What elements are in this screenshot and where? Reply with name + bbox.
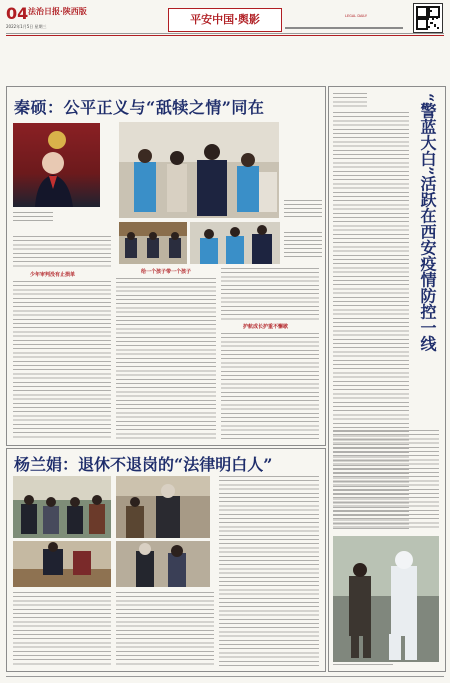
- photo-caption: [333, 664, 393, 668]
- page-number: 04: [6, 4, 29, 23]
- body-text-block: [333, 430, 439, 530]
- body-text-block: [221, 268, 319, 320]
- visit-scene: [116, 541, 210, 587]
- legal-daily-label: LEGAL DAILY: [345, 14, 368, 18]
- paper-name: 法治日报·陕西版: [28, 6, 87, 16]
- interview-scene: [190, 222, 280, 264]
- subhead-qin-2: 给一个孩子带一个孩子: [141, 269, 192, 275]
- students-scene: [119, 122, 279, 218]
- footer-rule: [6, 676, 444, 677]
- body-text-block: [219, 476, 319, 666]
- office-scene: [13, 541, 111, 587]
- qr-code-icon: [413, 3, 443, 33]
- photo-yang-visit: [116, 541, 210, 587]
- masthead-rule-thin: [6, 33, 444, 34]
- photo-judge-portrait: [13, 123, 100, 207]
- photo-courtroom: [119, 222, 187, 264]
- police-scene: [333, 536, 439, 662]
- photo-police-epidemic: [333, 536, 439, 662]
- qin-shuo-headline: 秦硕：公平正义与“舐犊之情”同在: [14, 98, 265, 117]
- section-title: 平安中国·舆影: [168, 8, 282, 32]
- masthead-rule: [6, 35, 444, 36]
- body-text-block: [221, 333, 319, 440]
- mediation-scene: [13, 476, 111, 538]
- photo-yang-mediation: [13, 476, 111, 538]
- issue-date: 2022年1月5日 星期三: [6, 24, 47, 29]
- photo-yang-office: [13, 541, 111, 587]
- qr-code-pattern: [414, 4, 442, 32]
- body-text-block: [116, 592, 214, 666]
- body-text-block: [116, 278, 216, 440]
- subhead-qin-3: 护航成长护重不懈歇: [243, 324, 289, 330]
- body-text-block: [13, 592, 111, 666]
- byline-block: [333, 93, 367, 107]
- photo-caption-left: [13, 212, 53, 222]
- judge-portrait-figure: [13, 123, 100, 207]
- yang-lanjuan-headline: 杨兰娟：退休不退岗的“法律明白人”: [14, 455, 273, 474]
- editor-info-strokes: [285, 26, 405, 31]
- editor-info-line: [285, 26, 405, 32]
- body-text-block: [13, 236, 111, 268]
- community-scene: [116, 476, 210, 538]
- photo-interview: [190, 222, 280, 264]
- photo-judge-with-students: [119, 122, 279, 218]
- police-headline: “警蓝大白”活跃在西安疫情防控一线: [418, 93, 437, 352]
- photo-yang-community: [116, 476, 210, 538]
- subhead-qin-1: 少年审判没有止损单: [30, 272, 76, 278]
- caption-right-2: [284, 232, 322, 258]
- caption-right-1: [284, 200, 322, 220]
- courtroom-scene: [119, 222, 187, 264]
- body-text-block: [13, 281, 111, 439]
